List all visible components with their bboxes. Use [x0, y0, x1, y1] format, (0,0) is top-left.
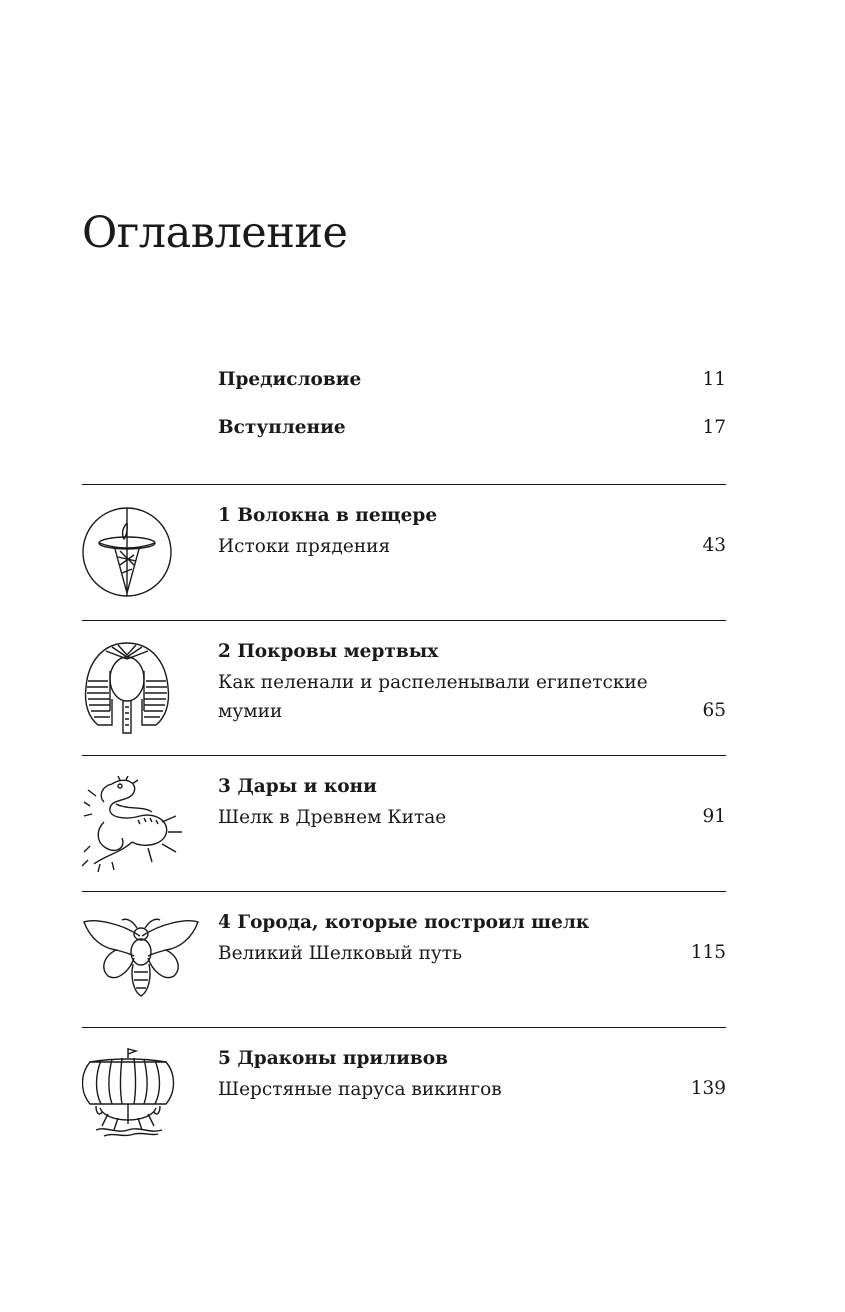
divider	[82, 1027, 726, 1028]
chapter-page: 139	[690, 1078, 726, 1099]
chapter-subtitle: Шелк в Древнем Китае	[218, 807, 447, 828]
dragon-icon	[82, 776, 186, 880]
chapter-title: 4 Города, которые построил шелк	[218, 912, 590, 933]
toc-entry-introduction[interactable]	[218, 417, 726, 438]
chapter-subtitle: Как пеленали и распеленывали египетские мумии	[218, 672, 648, 722]
toc-chapter-1[interactable]	[82, 505, 726, 605]
chapter-subtitle: Шерстяные паруса викингов	[218, 1079, 502, 1100]
divider	[82, 891, 726, 892]
toc-entry-label: Вступление	[218, 417, 346, 438]
pharaoh-headdress-icon	[82, 641, 186, 745]
viking-ship-icon	[82, 1048, 186, 1152]
silk-moth-icon	[82, 912, 186, 1016]
chapter-subtitle: Истоки прядения	[218, 536, 391, 557]
toc-chapter-4[interactable]	[82, 912, 726, 1012]
divider	[82, 620, 726, 621]
chapter-page: 91	[702, 806, 726, 827]
chapter-page: 43	[702, 535, 726, 556]
chapter-title: 5 Драконы приливов	[218, 1048, 448, 1069]
divider	[82, 755, 726, 756]
toc-chapter-5[interactable]	[82, 1048, 726, 1148]
chapter-title: 1 Волокна в пещере	[218, 505, 438, 526]
toc-chapter-3[interactable]	[82, 776, 726, 876]
chapter-page: 115	[690, 942, 726, 963]
chapter-subtitle: Великий Шелковый путь	[218, 943, 463, 964]
chapter-page: 65	[702, 700, 726, 721]
chapter-title: 3 Дары и кони	[218, 776, 377, 797]
divider	[82, 484, 726, 485]
toc-entry-label: Предисловие	[218, 369, 362, 390]
page-title: Оглавление	[82, 208, 348, 258]
toc-entry-page: 17	[702, 417, 726, 438]
toc-entry-page: 11	[702, 369, 726, 390]
toc-entry-preface[interactable]	[218, 369, 726, 390]
chapter-title: 2 Покровы мертвых	[218, 641, 439, 662]
toc-chapter-2[interactable]	[82, 641, 726, 741]
spindle-icon	[82, 505, 186, 609]
